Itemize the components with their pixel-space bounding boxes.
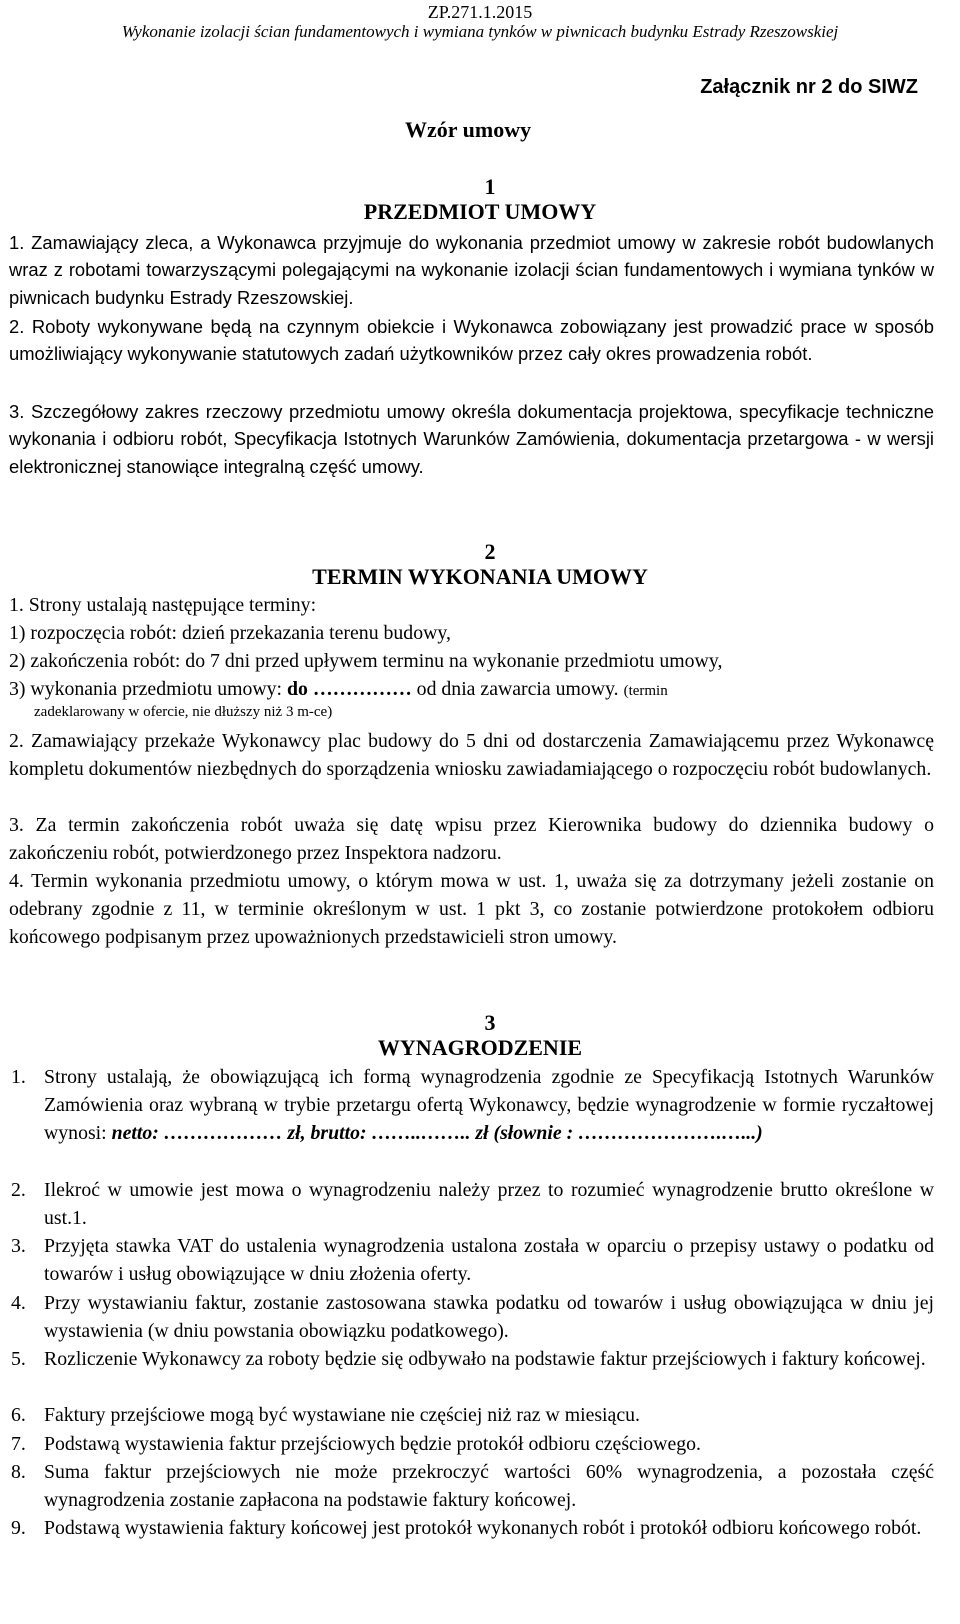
section-2-paragraph-4: 4. Termin wykonania przedmiotu umowy, o którym mowa w ust. 1, uważa się za dotrzymany jeżeli zostanie on odebrany zgodnie z 11, w terminie określonym w ust. 1 pkt 3, co zostanie potwierdzone protokołem odbioru końcowego podpisanym przez upoważnionych przedstawicieli stron umowy. (9, 870, 934, 948)
section-1-paragraph-2: 2. Roboty wykonywane będą na czynnym obiekcie i Wykonawca zobowiązany jest prowadzić prace w sposób umożliwiający wykonywanie statutowych zadań użytkowników przez cały okres prowadzenia robót. (9, 316, 934, 365)
section-3-item-1 (7, 1063, 934, 1147)
section-3-item-5 (7, 1345, 934, 1373)
item-number: 2. (11, 1179, 26, 1201)
item-text: Przy wystawianiu faktur, zostanie zastosowana stawka podatku od towarów i usług obowiązująca w dniu jej wystawienia (w dniu powstania obowiązku podatkowego). (44, 1292, 934, 1342)
section-2-paragraph-2: 2. Zamawiający przekaże Wykonawcy plac budowy do 5 dni od dostarczenia Zamawiającemu przez Wykonawcę kompletu dokumentów niezbędnych do sporządzenia wniosku zawiadamiającego o rozpoczęciu robót budowlanych. (9, 730, 934, 780)
section-3-item-9 (7, 1514, 934, 1542)
section-1-paragraph-3: 3. Szczegółowy zakres rzeczowy przedmiotu umowy określa dokumentacja projektowa, specyfikacje techniczne wykonania i odbioru robót, Specyfikacja Istotnych Warunków Zamówienia, dokumentacja przetargowa - w wersji elektronicznej stanowiące integralną część umowy. (9, 401, 934, 477)
section-3-item-7 (7, 1430, 934, 1458)
item-text: Ilekroć w umowie jest mowa o wynagrodzeniu należy przez to rozumieć wynagrodzenie brutto określone w ust.1. (44, 1179, 934, 1229)
item-number: 5. (11, 1348, 26, 1370)
item-number: 4. (11, 1292, 26, 1314)
section-1-paragraph-1: 1. Zamawiający zleca, a Wykonawca przyjmuje do wykonania przedmiot umowy w zakresie robót budowlanych wraz z robotami towarzyszącymi polegającymi na wykonanie izolacji ścian fundamentowych i wymiana tynków w piwnicach budynku Estrady Rzeszowskiej. (9, 232, 934, 308)
item-number: 3. (11, 1235, 26, 1257)
item-text: Suma faktur przejściowych nie może przekroczyć wartości 60% wynagrodzenia, a pozostała część wynagrodzenia zostanie zapłacona na podstawie faktury końcowej. (44, 1461, 934, 1511)
section-2-list-item-1: 1) rozpoczęcia robót: dzień przekazania terenu budowy, (9, 622, 451, 644)
item-text: Faktury przejściowe mogą być wystawiane nie częściej niż raz w miesiącu. (44, 1404, 640, 1426)
section-3-item-3 (7, 1232, 934, 1288)
section-3-item-6 (7, 1401, 934, 1429)
item-text: Podstawą wystawienia faktury końcowej jest protokół wykonanych robót i protokół odbioru końcowego robót. (44, 1517, 922, 1539)
item-text: Przyjęta stawka VAT do ustalenia wynagrodzenia ustalona została w oparciu o przepisy ustawy o podatku od towarów i usług obowiązujące w dniu złożenia oferty. (44, 1235, 934, 1285)
section-2-list-item-2: 2) zakończenia robót: do 7 dni przed upływem terminu na wykonanie przedmiotu umowy, (9, 650, 723, 672)
section-3-item-8 (7, 1458, 934, 1514)
section-3-number: 3 (484, 1010, 496, 1035)
section-1-number: 1 (484, 174, 496, 199)
section-2-paragraph-3: 3. Za termin zakończenia robót uważa się datę wpisu przez Kierownika budowy do dziennika budowy o zakończeniu robót, potwierdzonego przez Inspektora nadzoru. (9, 814, 934, 864)
list-item-3-text-cont: od dnia zawarcia umowy. (411, 678, 624, 700)
item-text (44, 1063, 934, 1147)
document-title: Wzór umowy (405, 117, 532, 142)
header-reference-code: ZP.271.1.2015 (427, 2, 533, 22)
section-2-paragraph-1: 1. Strony ustalają następujące terminy: (9, 594, 317, 616)
section-2-number: 2 (484, 539, 496, 564)
item-text-plain: Strony ustalają, że obowiązującą ich formą wynagrodzenia zgodnie ze Specyfikacją Istotnych Warunków Zamówienia oraz wybraną w trybie przetargu ofertą Wykonawcy, będzie wynagrodzenie w formie ryczałtowej wynosi: (44, 1066, 934, 1144)
list-item-3-text: 3) wykonania przedmiotu umowy: (9, 678, 287, 700)
item-number: 1. (11, 1066, 26, 1088)
list-item-3-note: (termin (623, 683, 668, 699)
section-3-item-2 (7, 1176, 934, 1232)
section-1-title: PRZEDMIOT UMOWY (363, 199, 597, 224)
item-number: 9. (11, 1517, 26, 1539)
section-3-item-4 (7, 1289, 934, 1345)
section-2-title: TERMIN WYKONANIA UMOWY (312, 564, 648, 589)
item-number: 6. (11, 1404, 26, 1426)
item-number: 8. (11, 1461, 26, 1483)
section-2-list-item-3-note: zadeklarowany w ofercie, nie dłuższy niż 3 m-ce) (34, 704, 333, 720)
annex-label: Załącznik nr 2 do SIWZ (700, 76, 918, 98)
section-3-title: WYNAGRODZENIE (377, 1035, 583, 1060)
list-item-3-placeholder: do …………… (286, 678, 412, 700)
item-text: Podstawą wystawienia faktur przejściowych będzie protokół odbioru częściowego. (44, 1433, 701, 1455)
header-subject: Wykonanie izolacji ścian fundamentowych i wymiana tynków w piwnicach budynku Estrady Rzeszowskiej (121, 22, 839, 41)
item-text-amounts: netto: ……………… zł, brutto: ……..…….. zł (słownie : ………………….…...) (111, 1122, 763, 1144)
item-number: 7. (11, 1433, 26, 1455)
item-text: Rozliczenie Wykonawcy za roboty będzie się odbywało na podstawie faktur przejściowych i faktury końcowej. (44, 1348, 926, 1370)
